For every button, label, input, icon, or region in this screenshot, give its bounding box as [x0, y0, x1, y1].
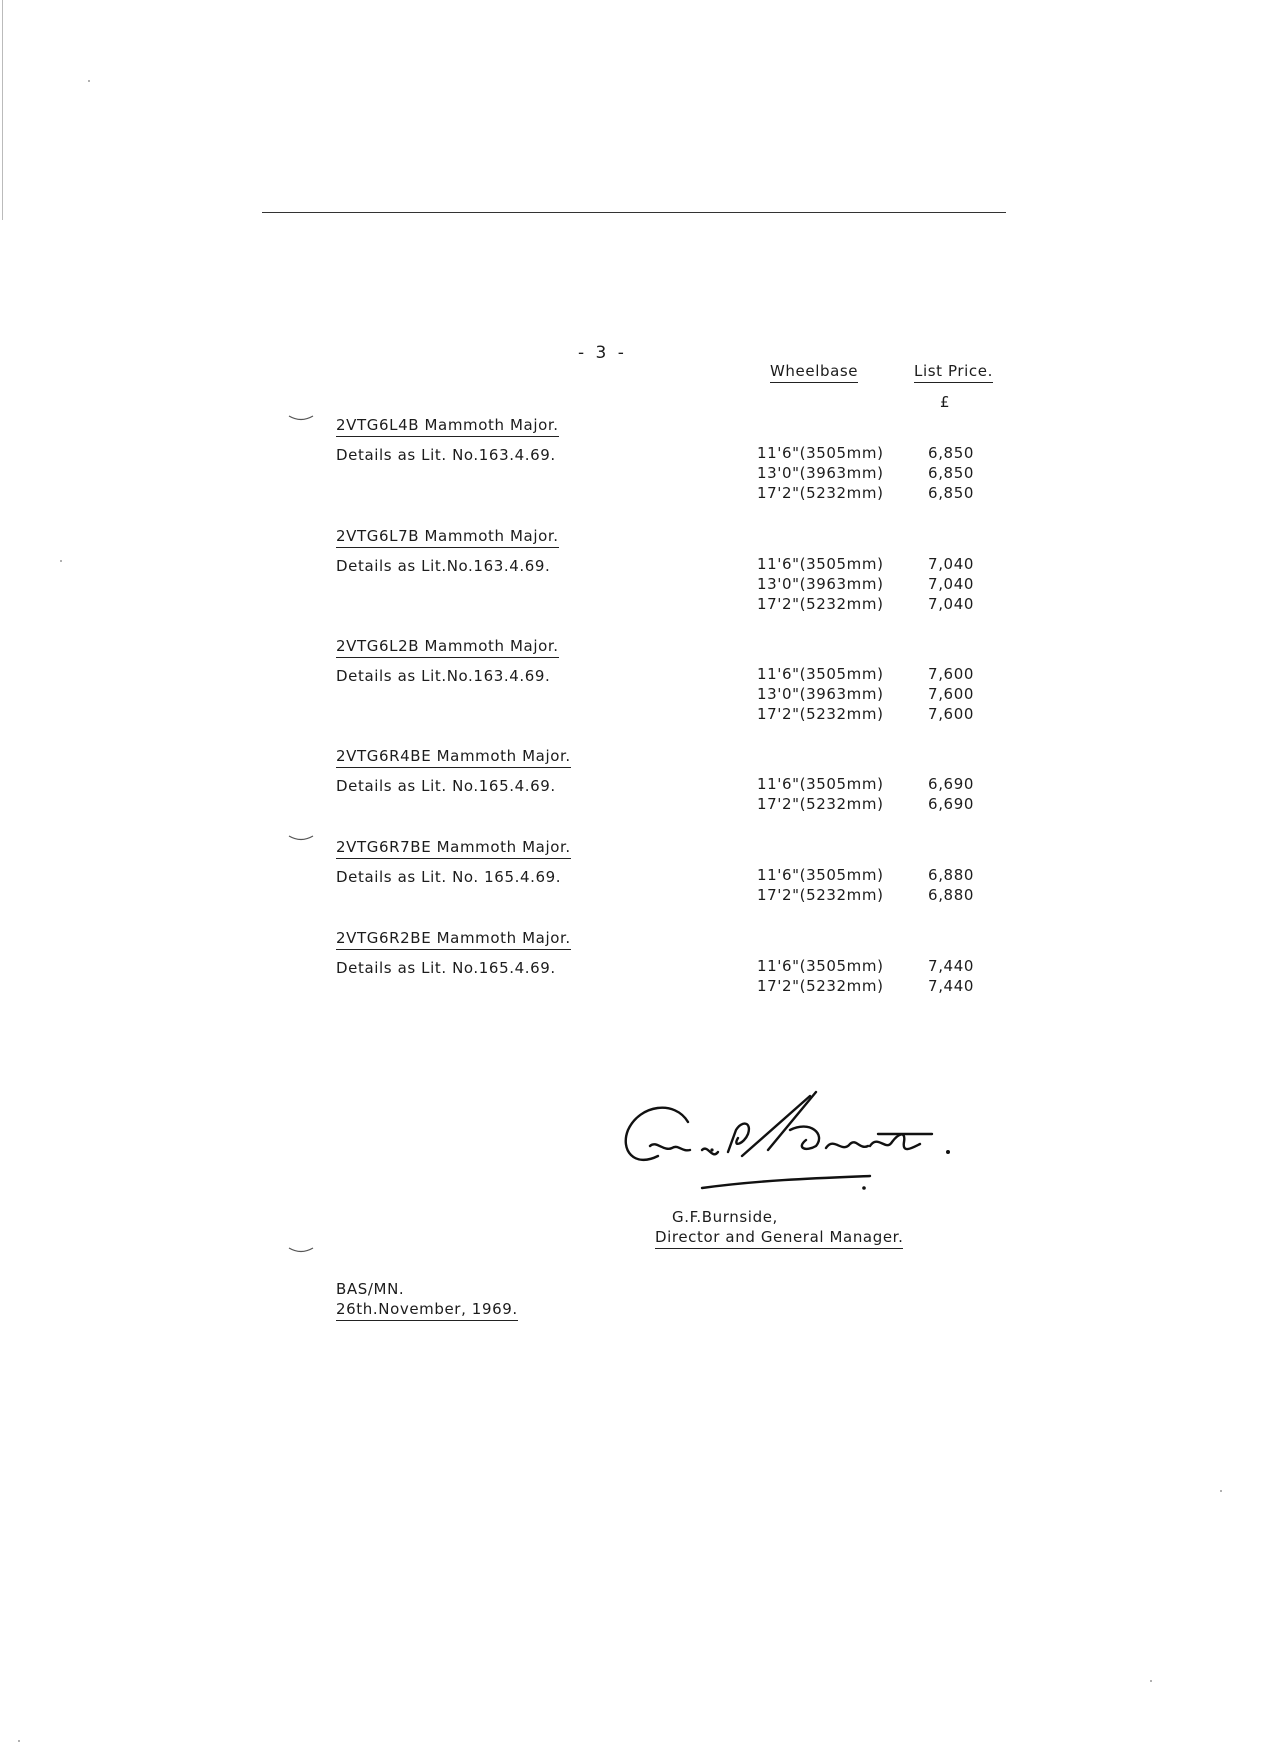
- model-details: Details as Lit. No.165.4.69.: [336, 959, 556, 977]
- header-rule: [262, 212, 1006, 213]
- model-details: Details as Lit.No.163.4.69.: [336, 667, 551, 685]
- wheelbase-value: 13'0"(3963mm): [757, 464, 884, 482]
- model-name: 2VTG6R7BE Mammoth Major.: [336, 838, 571, 859]
- price-value: 7,040: [928, 555, 974, 573]
- scan-speck: [60, 560, 62, 562]
- price-value: 7,440: [928, 977, 974, 995]
- price-value: 7,600: [928, 665, 974, 683]
- currency-symbol: £: [940, 393, 951, 411]
- price-value: 6,690: [928, 795, 974, 813]
- punch-mark: [288, 1246, 314, 1254]
- wheelbase-value: 17'2"(5232mm): [757, 484, 884, 502]
- scan-speck: [1220, 1490, 1222, 1492]
- price-value: 6,850: [928, 484, 974, 502]
- price-value: 6,850: [928, 464, 974, 482]
- price-value: 6,880: [928, 866, 974, 884]
- wheelbase-header: Wheelbase: [770, 362, 858, 383]
- price-value: 6,690: [928, 775, 974, 793]
- model-name: 2VTG6L7B Mammoth Major.: [336, 527, 559, 548]
- punch-mark: [288, 414, 314, 422]
- price-value: 7,600: [928, 705, 974, 723]
- wheelbase-value: 13'0"(3963mm): [757, 685, 884, 703]
- wheelbase-value: 17'2"(5232mm): [757, 977, 884, 995]
- wheelbase-value: 13'0"(3963mm): [757, 575, 884, 593]
- wheelbase-value: 11'6"(3505mm): [757, 665, 884, 683]
- model-details: Details as Lit. No. 165.4.69.: [336, 868, 562, 886]
- model-name: 2VTG6R2BE Mammoth Major.: [336, 929, 571, 950]
- scan-speck: [1150, 1680, 1152, 1682]
- scan-speck: [18, 1740, 20, 1742]
- model-details: Details as Lit. No.163.4.69.: [336, 446, 556, 464]
- price-value: 6,850: [928, 444, 974, 462]
- price-value: 7,440: [928, 957, 974, 975]
- model-name: 2VTG6L2B Mammoth Major.: [336, 637, 559, 658]
- wheelbase-value: 11'6"(3505mm): [757, 444, 884, 462]
- document-date: 26th.November, 1969.: [336, 1300, 518, 1321]
- scan-edge-line: [2, 0, 3, 220]
- wheelbase-value: 11'6"(3505mm): [757, 775, 884, 793]
- model-name: 2VTG6L4B Mammoth Major.: [336, 416, 559, 437]
- wheelbase-value: 17'2"(5232mm): [757, 705, 884, 723]
- scan-speck: [88, 80, 90, 82]
- model-name: 2VTG6R4BE Mammoth Major.: [336, 747, 571, 768]
- model-details: Details as Lit. No.165.4.69.: [336, 777, 556, 795]
- wheelbase-value: 11'6"(3505mm): [757, 866, 884, 884]
- reference-code: BAS/MN.: [336, 1280, 405, 1298]
- wheelbase-value: 17'2"(5232mm): [757, 886, 884, 904]
- model-details: Details as Lit.No.163.4.69.: [336, 557, 551, 575]
- wheelbase-value: 11'6"(3505mm): [757, 957, 884, 975]
- wheelbase-value: 11'6"(3505mm): [757, 555, 884, 573]
- price-value: 7,040: [928, 595, 974, 613]
- signatory-name: G.F.Burnside,: [672, 1208, 778, 1226]
- list-price-header: List Price.: [914, 362, 993, 383]
- handwritten-signature: [620, 1090, 960, 1200]
- price-value: 7,040: [928, 575, 974, 593]
- signatory-title: Director and General Manager.: [655, 1228, 903, 1249]
- wheelbase-value: 17'2"(5232mm): [757, 795, 884, 813]
- punch-mark: [288, 834, 314, 842]
- wheelbase-value: 17'2"(5232mm): [757, 595, 884, 613]
- price-value: 7,600: [928, 685, 974, 703]
- page-number: - 3 -: [578, 343, 627, 363]
- price-value: 6,880: [928, 886, 974, 904]
